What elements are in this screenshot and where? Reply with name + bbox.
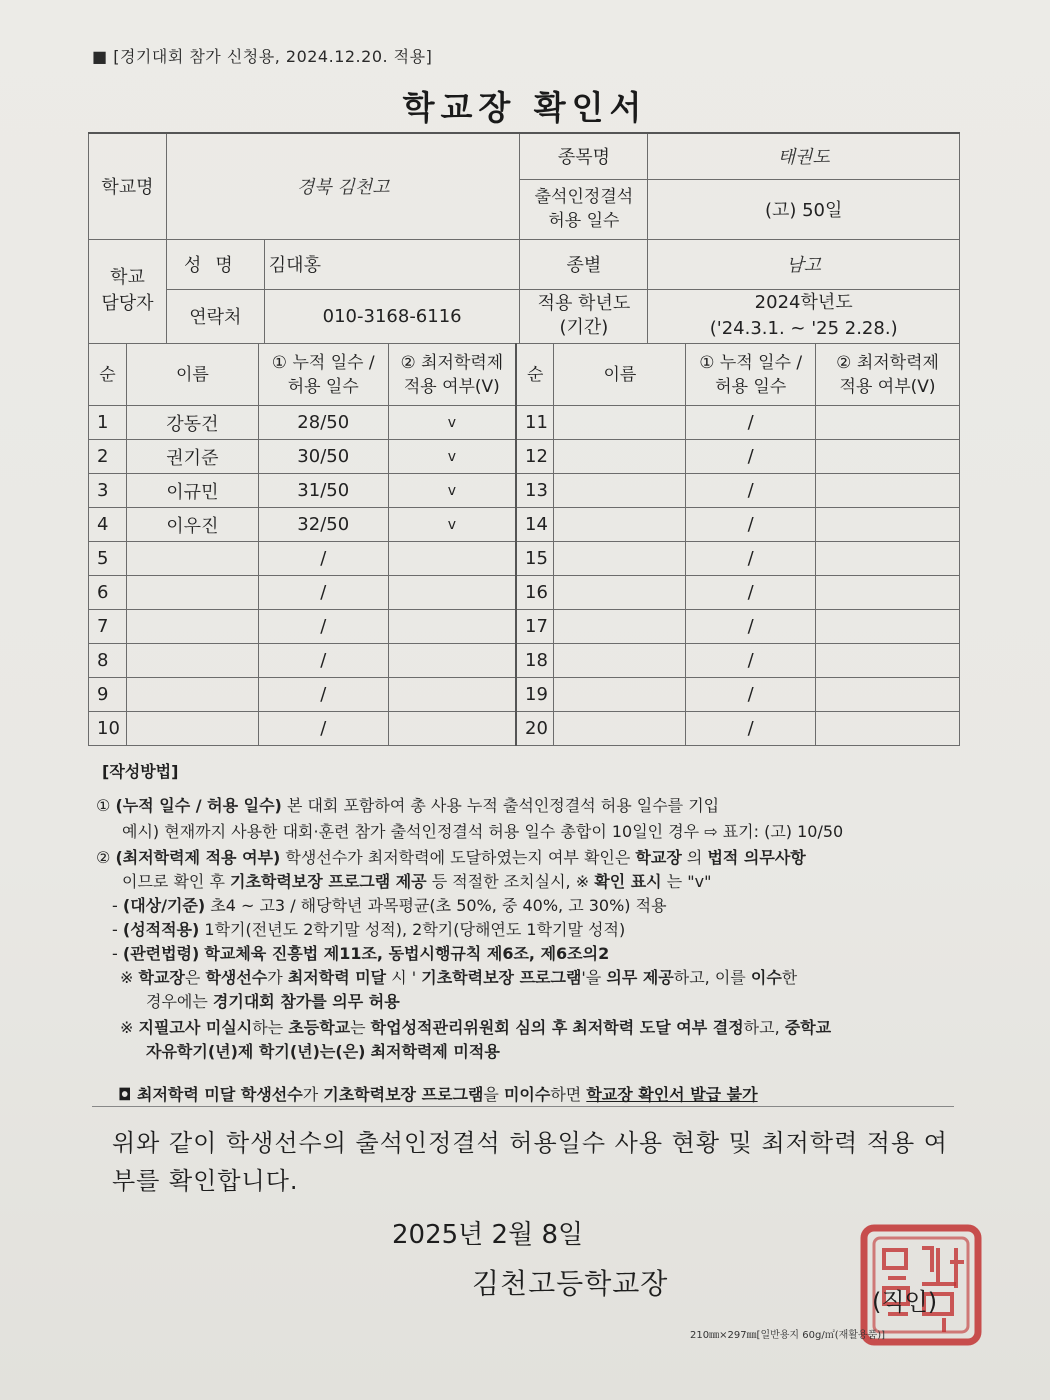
student-name: 강동건 [126, 406, 258, 440]
summary-t1: 가 [302, 1085, 324, 1104]
allowed-days-label [520, 179, 648, 239]
min-academic-check: v [388, 440, 516, 474]
min-academic-check [816, 576, 960, 610]
min-academic-check [388, 678, 516, 712]
table-row [89, 440, 960, 474]
cumulative-days: / [258, 576, 388, 610]
gender-label: 종별 [520, 239, 648, 289]
r2-t2: 는 [350, 1018, 366, 1037]
row-number: 20 [516, 712, 554, 746]
cumulative-days: / [686, 678, 816, 712]
note-2-cont [122, 870, 711, 894]
student-name: 이우진 [126, 508, 258, 542]
min-academic-check [816, 406, 960, 440]
student-name [554, 576, 686, 610]
summary-note [118, 1082, 758, 1105]
bullet-dash: - [112, 920, 118, 939]
min-academic-check [816, 610, 960, 644]
r1-b1: 학교장 [138, 968, 185, 987]
note-grades [112, 918, 625, 942]
col-header-days-left [258, 344, 388, 406]
confirmation-statement: 위와 같이 학생선수의 출석인정결석 허용일수 사용 현황 및 최저학력 적용 여부를 확인합니다. [112, 1129, 948, 1195]
note-ref-2-cont [146, 1040, 500, 1064]
table-row [89, 712, 960, 746]
note-1-example: 예시) 현재까지 사용한 대회·훈련 참가 출석인정결석 허용 일수 총합이 10일인 경우 ⇨ 표기: (고) 10/50 [122, 822, 844, 841]
student-name [554, 610, 686, 644]
note-grades-text: 1학기(전년도 2학기말 성적), 2학기(당해연도 1학기말 성적) [204, 920, 626, 939]
r1-t5: 하고, 이를 [673, 968, 746, 987]
note-2-cont-bold2: 확인 표시 [594, 872, 662, 891]
student-name [126, 678, 258, 712]
note-2 [96, 846, 806, 870]
cumulative-days: / [686, 508, 816, 542]
phone-value: 010-3168-6116 [264, 289, 520, 343]
allowed-days-label-line1: 출석인정결석 [534, 187, 634, 207]
note-2-text1: 학생선수가 최저학력에 도달하였는지 여부 확인은 [285, 848, 631, 867]
r2-t1: 하는 [252, 1018, 284, 1037]
issue-date: 2025년 2월 8일 [392, 1220, 584, 1250]
note-target [112, 894, 667, 918]
note-2-text2: 의 [686, 848, 703, 867]
min-academic-check [816, 644, 960, 678]
col-header-no-right: 순 [516, 344, 554, 406]
col-header-min-left-line1: ② 최저학력제 [400, 352, 504, 373]
note-target-text: 초4 ~ 고3 / 해당학년 과목평균(초 50%, 중 40%, 고 30%) 적용 [210, 896, 667, 915]
col-header-name-left: 이름 [126, 344, 258, 406]
col-header-min-right [816, 344, 960, 406]
school-year-label-line2: (기간) [559, 317, 609, 338]
student-table-header [89, 344, 960, 406]
min-academic-check [388, 576, 516, 610]
school-year-line2: ('24.3.1. ~ '25 2.28.) [709, 318, 898, 339]
col-header-days-right [686, 344, 816, 406]
row-number: 15 [516, 542, 554, 576]
cumulative-days: 30/50 [258, 440, 388, 474]
gender-value: 남고 [648, 239, 960, 289]
cumulative-days: 32/50 [258, 508, 388, 542]
student-name: 이규민 [126, 474, 258, 508]
r2-t4: 하고, [743, 1018, 780, 1037]
col-header-min-left [388, 344, 516, 406]
row-number: 18 [516, 644, 554, 678]
r1-b4: 기초학력보장 프로그램 [421, 968, 582, 987]
student-name: 권기준 [126, 440, 258, 474]
table-row [89, 610, 960, 644]
event-label: 종목명 [520, 133, 648, 179]
student-name [554, 508, 686, 542]
allowed-days-value: (고) 50일 [648, 179, 960, 239]
note-1-text: 본 대회 포함하여 총 사용 누적 출석인정결석 허용 일수를 기입 [286, 796, 720, 815]
note-2-cont-text1: 이므로 확인 후 [122, 872, 225, 891]
principal-title: 김천고등학교장 [472, 1267, 669, 1300]
row-number: 13 [516, 474, 554, 508]
min-academic-check [816, 542, 960, 576]
note-law [112, 942, 609, 966]
school-year-line1: 2024학년도 [754, 292, 853, 313]
min-academic-check: v [388, 508, 516, 542]
note-ref-2 [120, 1016, 831, 1040]
summary-b2: 기초학력보장 프로그램 [323, 1085, 484, 1104]
contact-person-label-line2: 담당자 [101, 293, 154, 314]
note-1-bold: (누적 일수 / 허용 일수) [115, 796, 282, 815]
student-name [554, 542, 686, 576]
min-academic-check: v [388, 406, 516, 440]
note-law-bold: (관련법령) [122, 944, 200, 963]
form-header-note: ■ [경기대회 참가 신청용, 2024.12.20. 적용] [92, 47, 433, 66]
section-divider [92, 1106, 954, 1107]
writing-method-label: [작성방법] [102, 762, 179, 781]
summary-b3: 미이수 [503, 1085, 551, 1104]
note-ref-1 [120, 966, 797, 990]
cumulative-days: / [686, 712, 816, 746]
cumulative-days: 31/50 [258, 474, 388, 508]
note-2-bold3: 법적 의무사항 [707, 848, 806, 867]
row-number: 4 [89, 508, 127, 542]
row-number: 5 [89, 542, 127, 576]
r1-t4: '을 [581, 968, 602, 987]
r1-t1: 은 [184, 968, 201, 987]
cumulative-days: / [258, 542, 388, 576]
student-name [126, 610, 258, 644]
row-number: 17 [516, 610, 554, 644]
table-row [89, 678, 960, 712]
col-header-days-right-line1: ① 누적 일수 / [699, 352, 803, 373]
row-number: 1 [89, 406, 127, 440]
student-name [554, 440, 686, 474]
col-header-name-right: 이름 [554, 344, 686, 406]
table-row [89, 406, 960, 440]
document-title: 학교장 확인서 [402, 88, 648, 127]
row-number: 2 [89, 440, 127, 474]
cumulative-days: / [258, 644, 388, 678]
student-name [554, 678, 686, 712]
school-name-value: 경북 김천고 [166, 133, 520, 239]
min-academic-check: v [388, 474, 516, 508]
note-grades-bold: (성적적용) [122, 920, 200, 939]
school-year-label-line1: 적용 학년도 [537, 293, 631, 314]
summary-b4-underlined: 학교장 확인서 발급 불가 [586, 1085, 758, 1104]
r1-t2: 가 [267, 968, 283, 987]
col-header-min-left-line2: 적용 여부(V) [403, 376, 500, 397]
row-number: 10 [89, 712, 127, 746]
note-ref-1-cont [146, 990, 400, 1014]
note-2-bold2: 학교장 [635, 848, 682, 867]
note-1-mark: ① [96, 796, 111, 815]
note-2-mark: ② [96, 848, 111, 867]
col-header-no-left: 순 [89, 344, 127, 406]
cumulative-days: / [686, 474, 816, 508]
r1-b5: 의무 제공 [606, 968, 674, 987]
min-academic-check [816, 474, 960, 508]
student-name [126, 712, 258, 746]
row-number: 12 [516, 440, 554, 474]
cumulative-days: / [258, 610, 388, 644]
arrow-box-icon: ◘ [118, 1085, 138, 1104]
note-2-bold: (최저학력제 적용 여부) [115, 848, 281, 867]
student-name [554, 712, 686, 746]
allowed-days-label-line2: 허용 일수 [548, 211, 620, 231]
cumulative-days: / [258, 678, 388, 712]
ref-mark: ※ [120, 1018, 134, 1037]
student-name [126, 542, 258, 576]
cumulative-days: / [686, 440, 816, 474]
row-number: 8 [89, 644, 127, 678]
r1-t3: 시 ' [386, 968, 417, 987]
school-year-label [520, 289, 648, 343]
bullet-dash: - [112, 896, 118, 915]
r1-b3: 최저학력 미달 [287, 968, 387, 987]
manager-name-label: 성명 [166, 239, 264, 289]
table-row [89, 576, 960, 610]
student-name [554, 644, 686, 678]
r1-b6: 이수 [750, 968, 782, 987]
event-value: 태권도 [648, 133, 960, 179]
note-2-cont-bold1: 기초학력보장 프로그램 제공 [230, 872, 427, 891]
paper-spec-note: 210㎜×297㎜[일반용지 60g/㎡(재활용품)] [690, 1330, 886, 1341]
r2-b2: 초등학교 [288, 1018, 351, 1037]
summary-b1: 최저학력 미달 학생선수 [137, 1085, 303, 1104]
min-academic-check [816, 712, 960, 746]
school-name-label: 학교명 [89, 133, 167, 239]
min-academic-check [388, 610, 516, 644]
contact-person-label [89, 239, 167, 343]
student-name [554, 406, 686, 440]
cumulative-days: / [258, 712, 388, 746]
col-header-days-left-line1: ① 누적 일수 / [271, 352, 375, 373]
cumulative-days: 28/50 [258, 406, 388, 440]
r1c-b1: 경기대회 참가를 의무 허용 [212, 992, 400, 1011]
r2-b4: 최저학력 도달 여부 결정 [572, 1018, 744, 1037]
contact-person-label-line1: 학교 [110, 267, 145, 288]
row-number: 3 [89, 474, 127, 508]
col-header-days-left-line2: 허용 일수 [287, 376, 359, 397]
col-header-days-right-line2: 허용 일수 [715, 376, 787, 397]
row-number: 19 [516, 678, 554, 712]
r2-b5: 중학교 [784, 1018, 832, 1037]
student-table [88, 343, 960, 746]
r1c-t1: 경우에는 [146, 992, 208, 1011]
table-row [89, 508, 960, 542]
cumulative-days: / [686, 542, 816, 576]
min-academic-check [816, 508, 960, 542]
note-target-bold: (대상/기준) [122, 896, 206, 915]
min-academic-check [816, 440, 960, 474]
manager-name-value: 김대홍 [264, 239, 520, 289]
ref-mark: ※ [120, 968, 134, 987]
summary-t2: 을 [483, 1085, 504, 1104]
col-header-min-right-line1: ② 최저학력제 [836, 352, 939, 373]
school-info-table [88, 132, 960, 344]
seal-label: (직인) [872, 1288, 938, 1316]
r1-t6: 한 [781, 968, 798, 987]
student-name [126, 644, 258, 678]
min-academic-check [816, 678, 960, 712]
r2-b1: 지필고사 미실시 [138, 1018, 253, 1037]
bullet-dash: - [112, 944, 118, 963]
row-number: 7 [89, 610, 127, 644]
note-1 [96, 794, 719, 818]
note-2-cont-text2: 등 적절한 조치실시, ※ [431, 872, 590, 891]
min-academic-check [388, 712, 516, 746]
row-number: 11 [516, 406, 554, 440]
r2-b3: 학업성적관리위원회 심의 후 [370, 1018, 568, 1037]
table-row [89, 644, 960, 678]
table-row [89, 542, 960, 576]
note-law-text: 학교체육 진흥법 제11조, 동법시행규칙 제6조, 제6조의2 [204, 944, 610, 963]
row-number: 6 [89, 576, 127, 610]
row-number: 16 [516, 576, 554, 610]
min-academic-check [388, 644, 516, 678]
col-header-min-right-line2: 적용 여부(V) [839, 376, 936, 397]
cumulative-days: / [686, 610, 816, 644]
row-number: 14 [516, 508, 554, 542]
cumulative-days: / [686, 644, 816, 678]
phone-label: 연락처 [166, 289, 264, 343]
student-name [126, 576, 258, 610]
cumulative-days: / [686, 406, 816, 440]
summary-t3: 하면 [550, 1085, 587, 1104]
r2c-b1: 자유학기(년)제 학기(년)는(은) [146, 1042, 366, 1061]
min-academic-check [388, 542, 516, 576]
student-name [554, 474, 686, 508]
r1-b2: 학생선수 [205, 968, 268, 987]
r2c-b2: 최저학력제 미적용 [370, 1042, 500, 1061]
note-2-cont-text3: 는 "v" [666, 872, 712, 891]
table-row [89, 474, 960, 508]
row-number: 9 [89, 678, 127, 712]
school-year-value [648, 289, 960, 343]
cumulative-days: / [686, 576, 816, 610]
